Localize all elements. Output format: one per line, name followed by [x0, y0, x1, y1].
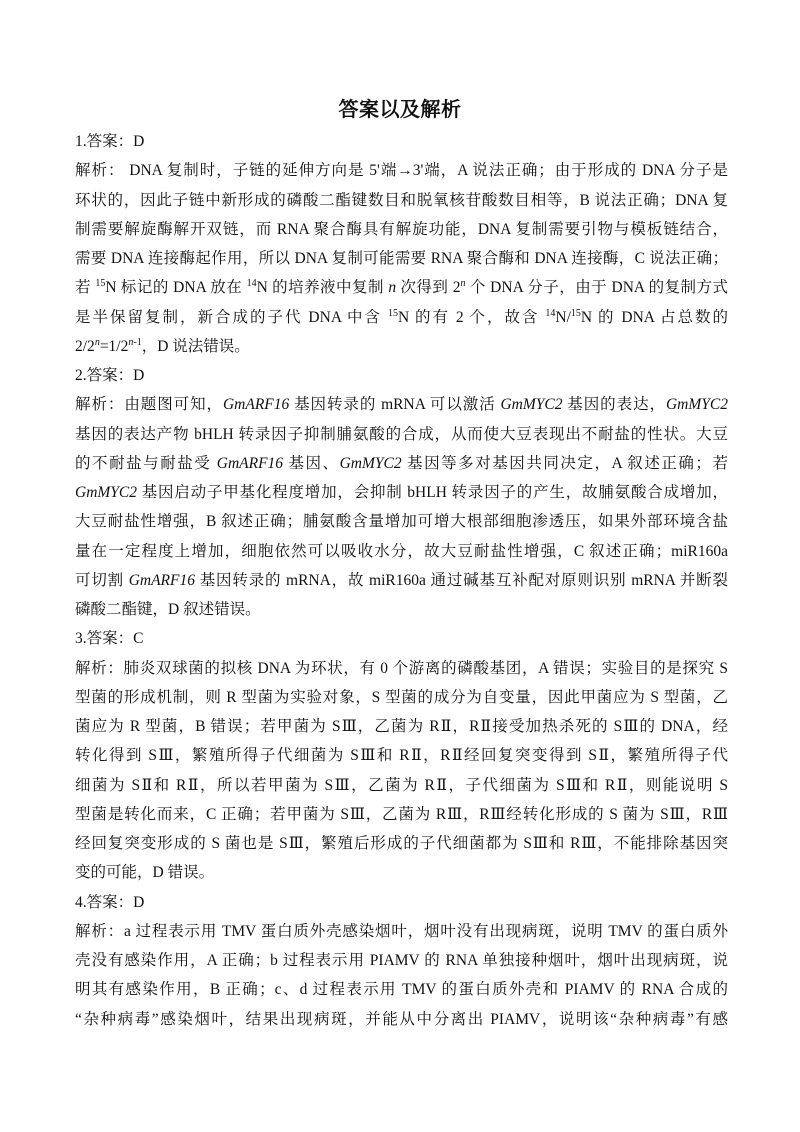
analysis-line: [75, 186, 728, 215]
text-run: 明其有感染作用，B 正确；c、d 过程表示用 TMV 的蛋白质外壳和 PIAMV 的 RNA 合成的: [75, 981, 728, 999]
analysis-line: [75, 244, 728, 273]
italic-term: GmARF16: [222, 396, 290, 414]
text-run: 制需要解旋酶解开双链，而 RNA 聚合酶具有解旋功能，DNA 复制需要引物与模板链结合，: [75, 220, 728, 238]
text-run: 若: [75, 279, 96, 297]
text-run: 细菌为 SⅡ和 RⅡ，所以若甲菌为 SⅢ，乙菌为 RⅡ，子代细菌为 SⅢ和 RⅡ，则能说明 S: [75, 776, 728, 794]
text-run: 解析：由题图可知，: [75, 396, 223, 414]
superscript: 15: [95, 278, 106, 290]
text-run: 基因启动子甲基化程度增加，会抑制 bHLH 转录因子的产生，故脯氨酸合成增加，: [137, 484, 728, 501]
analysis-line: [75, 800, 728, 829]
italic-term: GmMYC2: [339, 454, 402, 472]
analysis-line: [75, 858, 728, 887]
italic-term: n: [388, 279, 397, 297]
answer-item: [75, 624, 728, 887]
analysis-line: [75, 507, 728, 536]
superscript: n: [128, 336, 134, 348]
text-run: 解析：肺炎双球菌的拟核 DNA 为环状，有 0 个游离的磷酸基团，A 错误；实验目的是探究 S: [75, 659, 728, 677]
analysis-line: [75, 566, 728, 595]
analysis-line: [75, 449, 728, 478]
text-run: 型菌是转化而来，C 正确；若甲菌为 SⅢ，乙菌为 RⅢ，RⅢ经转化形成的 S 菌为 SⅢ，RⅢ: [75, 805, 728, 823]
text-run: 解析： DNA 复制时，子链的延伸方向是 5'端→3'端，A 说法正确；由于形成的 DNA 分子是: [75, 162, 728, 180]
text-run: =1/2: [99, 337, 129, 355]
analysis-line: [75, 975, 728, 1004]
superscript: n: [460, 278, 466, 290]
italic-term: GmARF16: [128, 571, 195, 589]
italic-term: GmMYC2: [500, 396, 563, 414]
text-run: 可切割: [75, 571, 129, 589]
page-title: 答案以及解析: [338, 99, 462, 121]
text-run: 磷酸二酯键，D 叙述错误。: [75, 601, 261, 618]
analysis-line: [75, 771, 728, 800]
analysis-line: [75, 917, 728, 946]
text-run: 基因转录的 mRNA，故 miR160a 通过碱基互补配对原则识别 mRNA 并断裂: [195, 571, 728, 589]
text-run: 型菌的形成机制，则 R 型菌为实验对象，S 型菌的成分为自变量，因此甲菌应为 S 型菌，乙: [75, 688, 728, 706]
text-run: 转化得到 SⅢ，繁殖所得子代细菌为 SⅢ和 RⅡ，RⅡ经回复突变得到 SⅡ，繁殖所得子代: [75, 747, 728, 765]
text-run: 变的可能，D 错误。: [75, 864, 215, 882]
text-run: 解析：a 过程表示用 TMV 蛋白质外壳感染烟叶，烟叶没有出现病斑，说明 TMV 的蛋白质外: [75, 922, 728, 940]
superscript: 14: [545, 307, 556, 319]
answer-heading: 1.答案：D: [75, 133, 145, 150]
analysis-line: [75, 478, 728, 507]
text-run: ，D 说法错误。: [141, 337, 250, 355]
text-run: 经回复突变形成的 S 菌也是 SⅢ，繁殖后形成的子代细菌都为 SⅢ和 RⅢ，不能排除基因突: [75, 835, 728, 852]
analysis-line: [75, 332, 728, 361]
superscript: 15: [387, 307, 398, 319]
text-run: N 的 DNA 占总数的: [580, 308, 728, 326]
text-run: N/: [555, 308, 571, 326]
analysis-line: [75, 654, 728, 683]
answer-item: [75, 888, 728, 1034]
text-run: 量在一定程度上增加，细胞依然可以吸收水分，故大豆耐盐性增强，C 叙述正确；miR160a: [75, 542, 728, 560]
italic-term: GmMYC2: [665, 396, 728, 414]
text-run: 基因、: [283, 454, 340, 472]
text-run: 的不耐盐与耐盐受: [75, 454, 217, 472]
analysis-line: [75, 420, 728, 449]
answer-heading: 2.答案：D: [75, 367, 145, 384]
text-run: 2/2: [75, 337, 95, 355]
answer-heading: 3.答案：C: [75, 630, 144, 648]
analysis-line: [75, 595, 728, 624]
analysis-line: [75, 1005, 728, 1034]
text-run: 个 DNA 分子，由于 DNA 的复制方式: [465, 279, 728, 297]
text-run: “杂种病毒”感染烟叶，结果出现病斑，并能从中分离出 PIAMV，说明该“杂种病毒”有感: [75, 1010, 728, 1028]
text-run: 环状的，因此子链中新形成的磷酸二酯键数目和脱氧核苷酸数目相等，B 说法正确；DNA 复: [75, 191, 728, 209]
analysis-line: [75, 741, 728, 770]
analysis-line: [75, 712, 728, 741]
analysis-line: [75, 946, 728, 975]
text-run: 是半保留复制，新合成的子代 DNA 中含: [75, 308, 388, 326]
analysis-line: [75, 829, 728, 858]
italic-term: GmARF16: [216, 454, 284, 472]
text-run: 次得到 2: [396, 279, 461, 297]
text-run: N 标记的 DNA 放在: [105, 279, 247, 297]
superscript: n: [94, 336, 100, 348]
text-run: 基因的表达，: [562, 396, 666, 414]
text-run: 需要 DNA 连接酶起作用，所以 DNA 复制可能需要 RNA 聚合酶和 DNA 连接酶，C 说法正确；: [75, 250, 728, 267]
text-run: 大豆耐盐性增强，B 叙述正确；脯氨酸含量增加可增大根部细胞渗透压，如果外部环境含盐: [75, 513, 728, 531]
answer-heading: 4.答案：D: [75, 893, 145, 911]
text-run: 基因的表达产物 bHLH 转录因子抑制脯氨酸的合成，从而使大豆表现出不耐盐的性状。大豆: [75, 425, 728, 443]
analysis-line: [75, 390, 728, 419]
text-run: N 的培养液中复制: [256, 279, 389, 297]
analysis-line: [75, 683, 728, 712]
analysis-line: [75, 537, 728, 566]
analysis-line: [75, 273, 728, 302]
superscript: -1: [133, 336, 142, 348]
answer-item: [75, 127, 728, 361]
analysis-line: [75, 156, 728, 185]
superscript: 15: [570, 307, 581, 319]
answer-item: [75, 361, 728, 624]
superscript: 14: [246, 278, 257, 290]
text-run: 基因等多对基因共同决定，A 叙述正确；若: [401, 454, 728, 472]
text-run: 菌应为 R 型菌，B 错误；若甲菌为 SⅢ，乙菌为 RⅡ，RⅡ接受加热杀死的 SⅢ的 DNA，经: [75, 718, 728, 735]
italic-term: GmMYC2: [75, 484, 138, 501]
text-run: 壳没有感染作用，A 正确；b 过程表示用 PIAMV 的 RNA 单独接种烟叶，烟叶出现病斑，说: [75, 952, 728, 969]
analysis-line: [75, 303, 728, 332]
text-run: 基因转录的 mRNA 可以激活: [289, 396, 501, 414]
answer-list: [75, 127, 728, 1034]
analysis-line: [75, 215, 728, 244]
text-run: N 的有 2 个，故含: [397, 308, 546, 326]
